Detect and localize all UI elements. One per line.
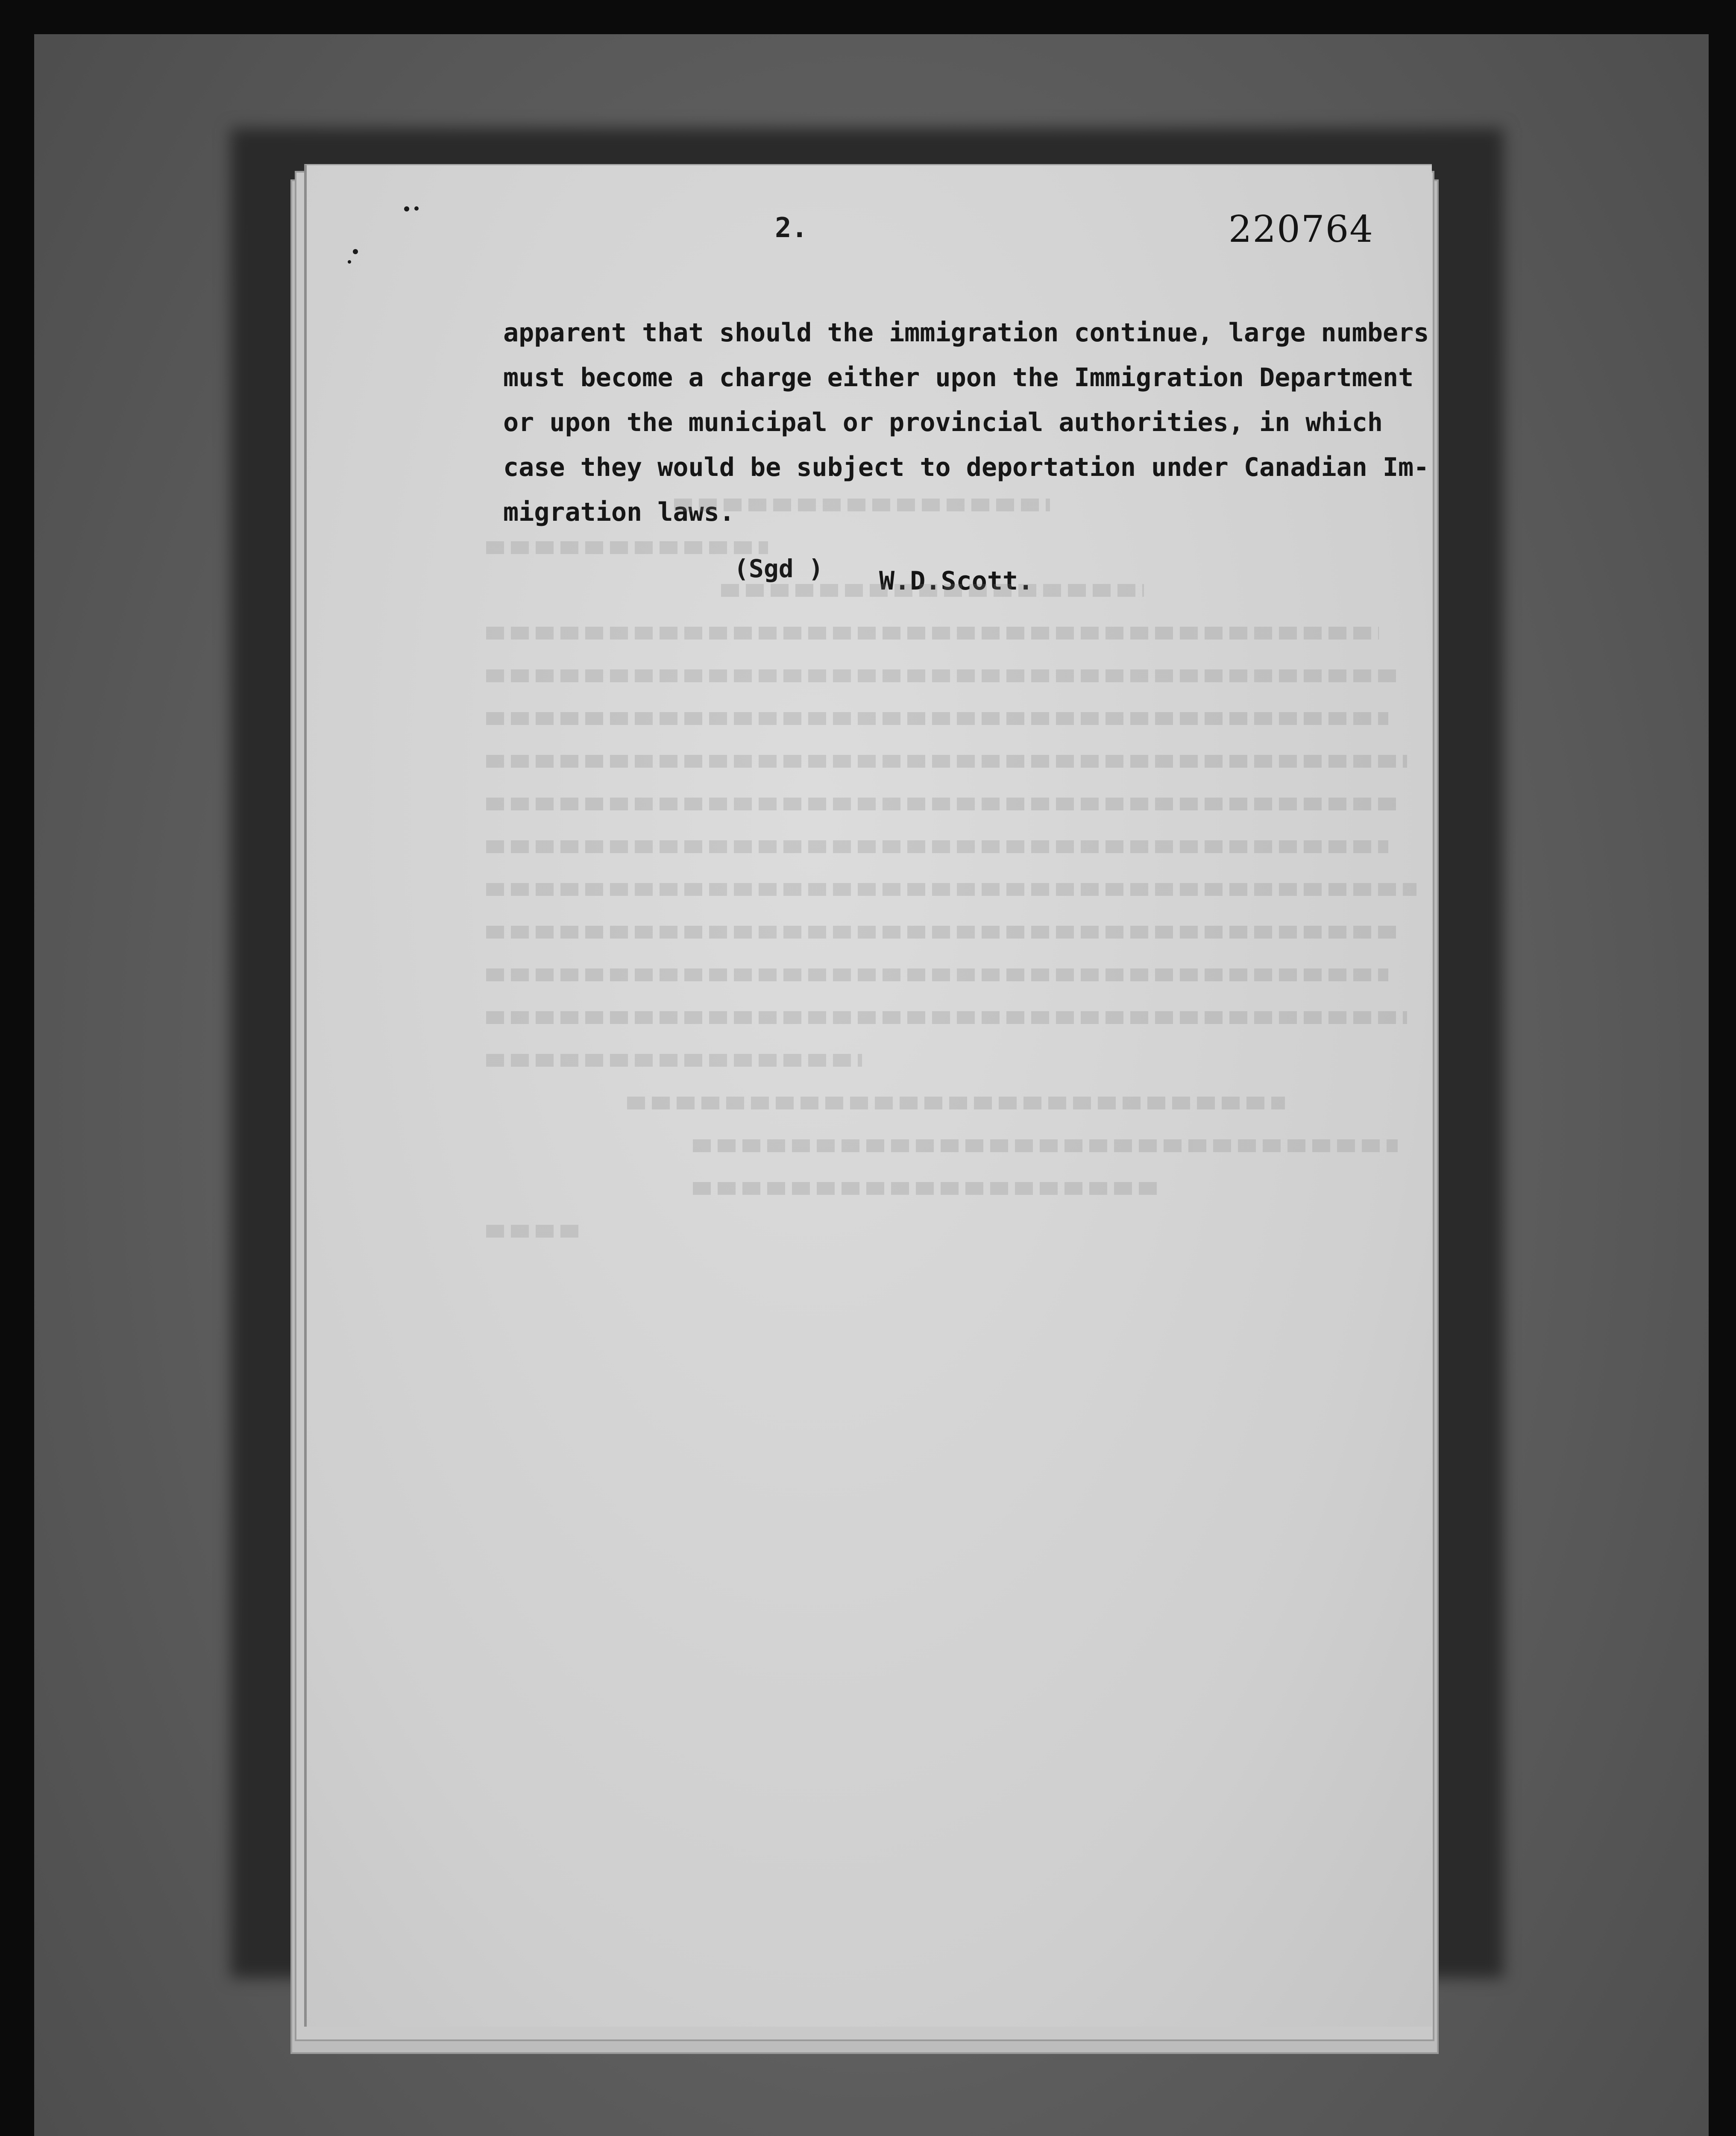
ink-speck	[348, 260, 351, 264]
ink-speck	[414, 206, 419, 211]
bleed-through-text	[486, 499, 1426, 1481]
signatory-name: W.D.Scott.	[879, 566, 1034, 596]
page-number: 2.	[775, 212, 808, 244]
text-line: case they would be subject to deportation under Canadian Im-	[503, 452, 1429, 482]
document-number: 220764	[1228, 208, 1374, 251]
bleed-through-line	[486, 968, 1388, 981]
bleed-through-line	[721, 584, 1144, 597]
ink-speck	[404, 206, 409, 211]
signed-mark: (Sgd )	[734, 554, 824, 583]
bleed-through-line	[486, 669, 1398, 682]
bleed-through-line	[486, 926, 1398, 939]
bleed-through-line	[486, 1225, 580, 1238]
bleed-through-line	[486, 541, 768, 554]
bleed-through-line	[486, 755, 1407, 768]
bleed-through-line	[486, 1054, 862, 1067]
bleed-through-line	[693, 1182, 1163, 1195]
ink-speck	[353, 249, 358, 254]
text-line: migration laws.	[503, 497, 735, 527]
bleed-through-line	[486, 627, 1379, 640]
bleed-through-line	[674, 499, 1050, 511]
text-line: apparent that should the immigration continue, large numbers	[503, 318, 1429, 348]
bleed-through-line	[486, 1011, 1407, 1024]
bleed-through-line	[627, 1097, 1285, 1109]
bleed-through-line	[486, 883, 1416, 896]
bleed-through-line	[693, 1139, 1398, 1152]
bleed-through-line	[486, 840, 1388, 853]
bleed-through-line	[486, 712, 1388, 725]
document-page	[304, 164, 1432, 2027]
text-line: must become a charge either upon the Immigration Department	[503, 363, 1414, 393]
bleed-through-line	[486, 798, 1398, 810]
text-line: or upon the municipal or provincial authorities, in which	[503, 408, 1383, 437]
